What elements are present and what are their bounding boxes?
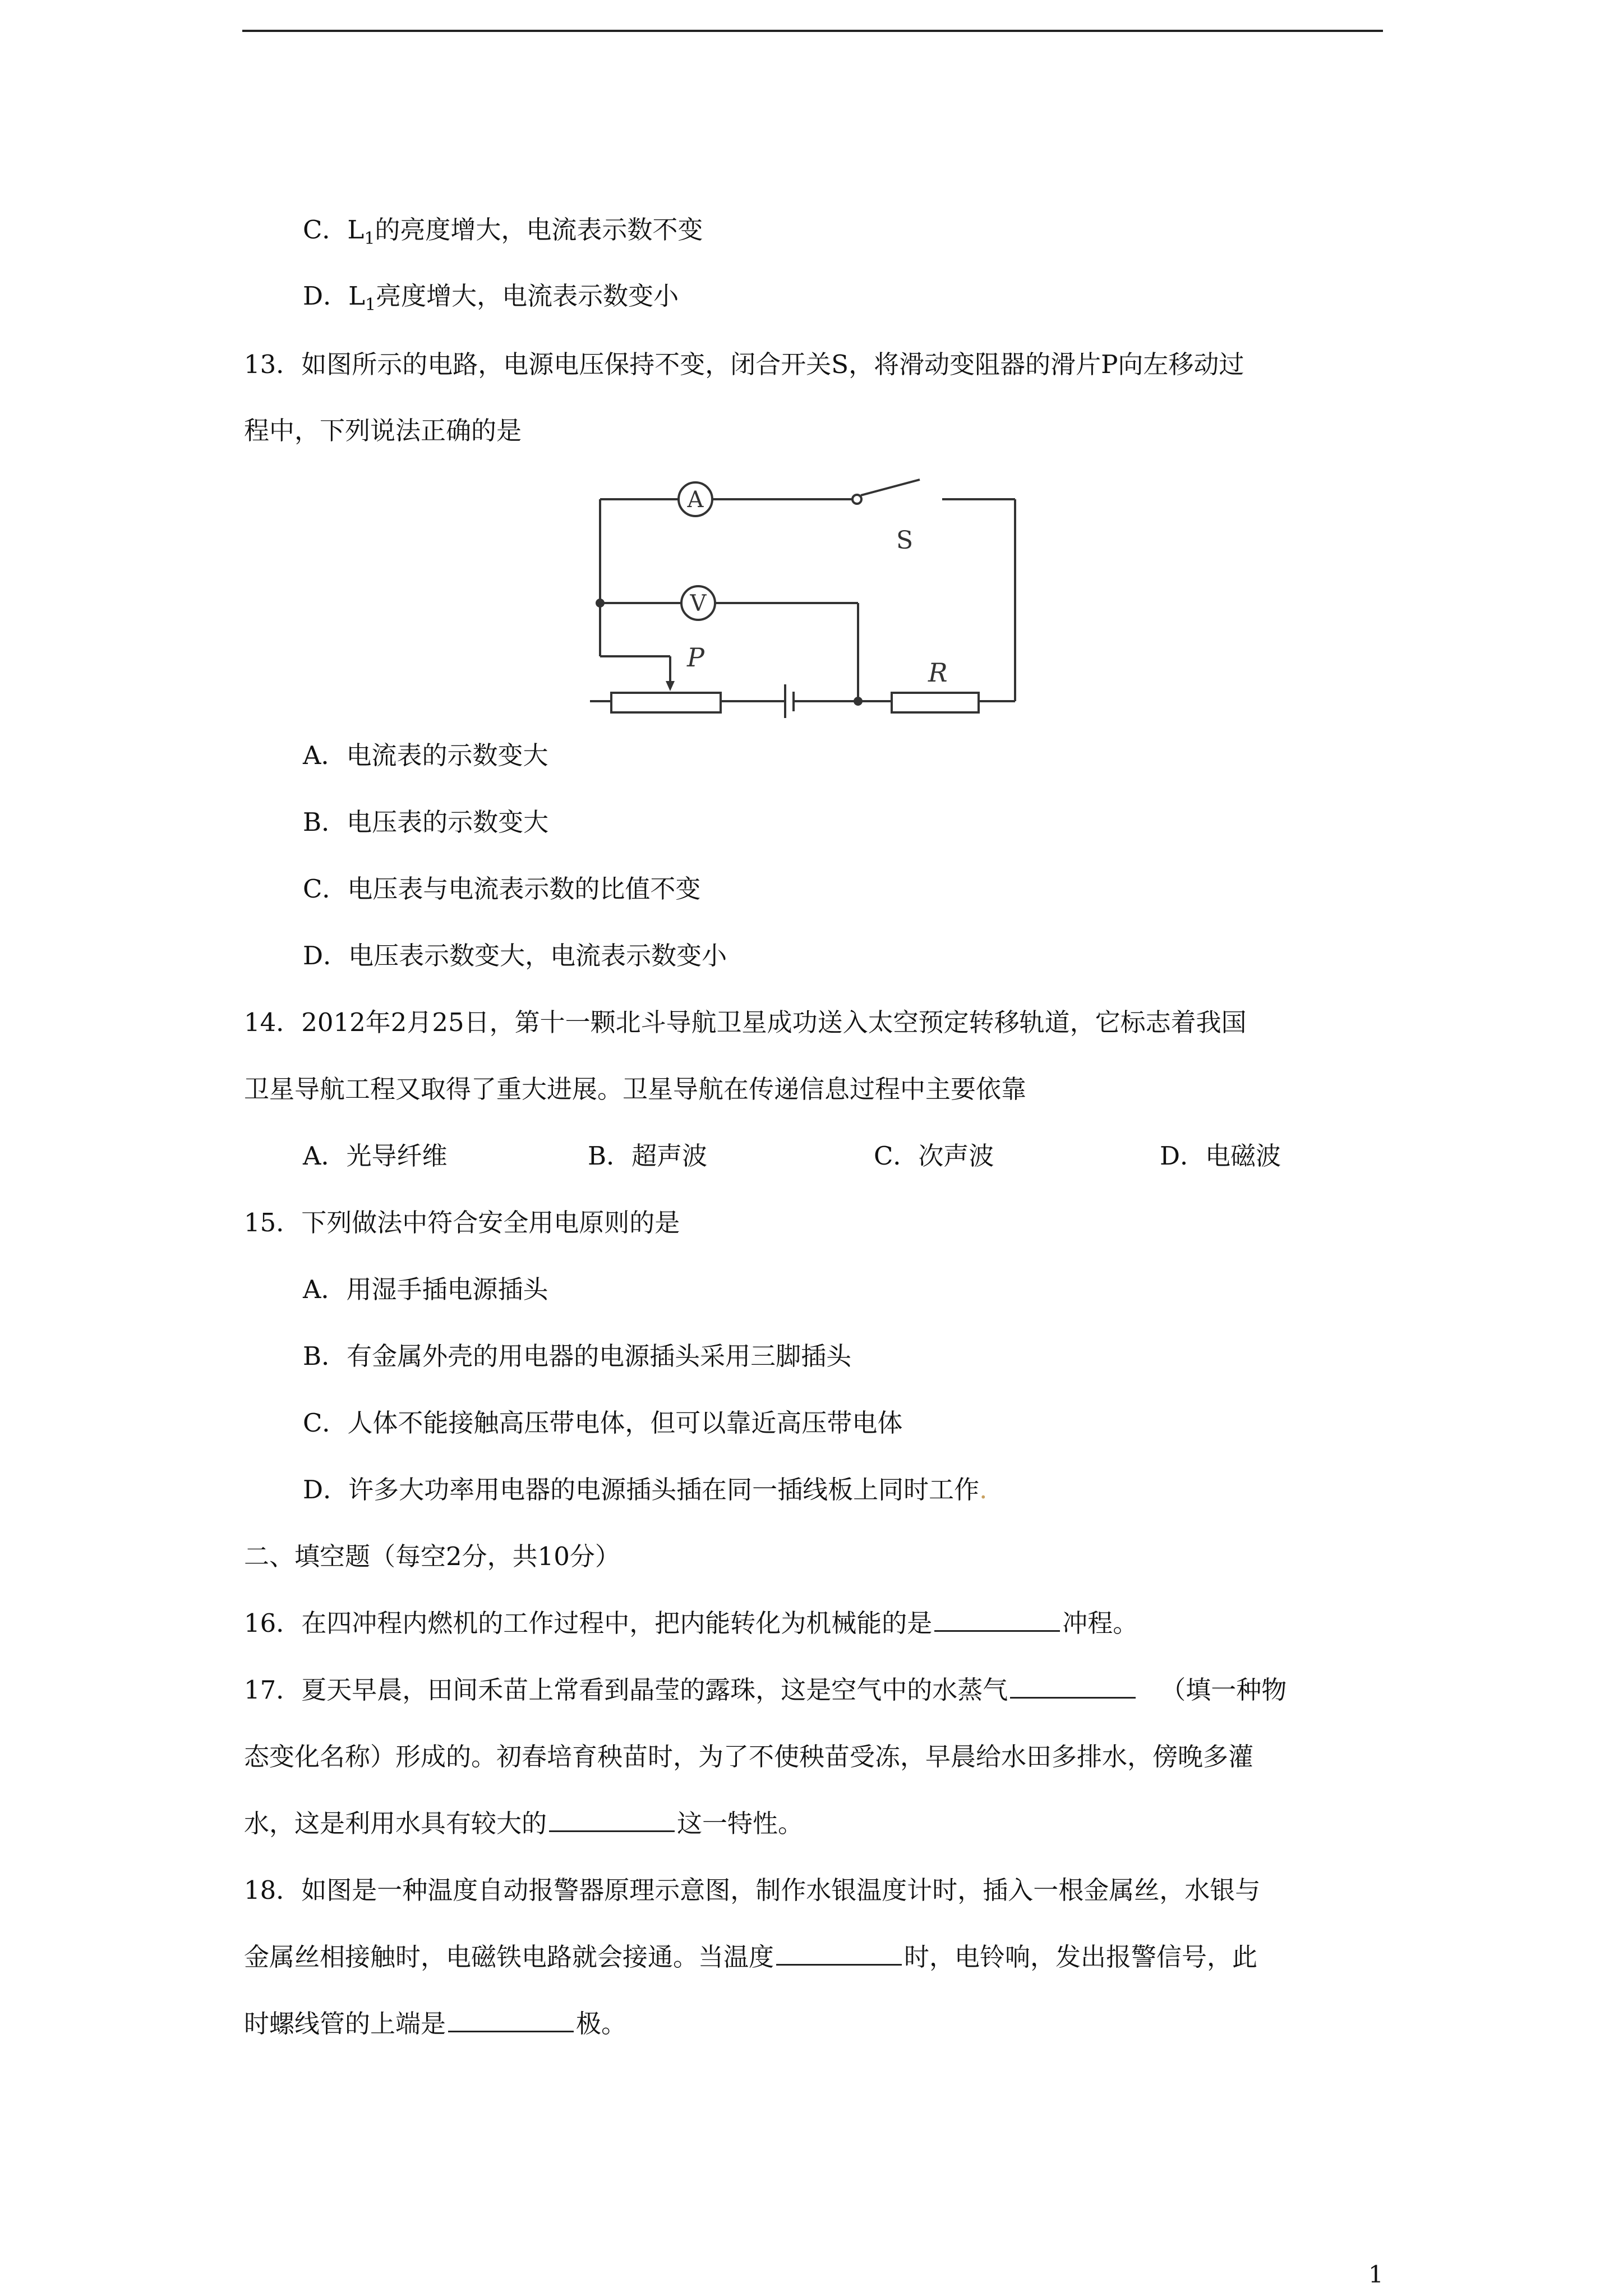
q18-stem-line3: 时螺线管的上端是 极。 [244, 2009, 627, 2039]
q17-answer-blank-2 [549, 1808, 675, 1832]
q17-answer-blank-1 [1010, 1674, 1136, 1699]
q15-option-c: C．人体不能接触高压带电体，但可以靠近高压带电体 [303, 1408, 903, 1438]
q14-stem-line2: 卫星导航工程又取得了重大进展。卫星导航在传递信息过程中主要依靠 [244, 1074, 1027, 1104]
ammeter-label: A [687, 487, 704, 513]
q18-stem-line2: 金属丝相接触时，电磁铁电路就会接通。当温度 时，电铃响，发出报警信号，此 [244, 1942, 1258, 1972]
q15-option-b: B．有金属外壳的用电器的电源插头采用三脚插头 [303, 1341, 852, 1371]
page-number: 1 [1368, 2261, 1384, 2288]
q12-option-d: D．$L_1$亮度增大，电流表示数变小 [303, 281, 679, 315]
q12-option-c: C．$L_1$的亮度增大，电流表示数不变 [303, 215, 703, 249]
q18-answer-blank-1 [776, 1941, 902, 1966]
q17-stem-line1: 17．夏天早晨，田间禾苗上常看到晶莹的露珠，这是空气中的水蒸气 （填一种物 [244, 1675, 1287, 1705]
q14-stem-line1: 14．2012年2月25日，第十一颗北斗导航卫星成功送入太空预定转移轨道，它标志着我国 [244, 1007, 1247, 1037]
q17-stem-line2: 态变化名称）形成的。初春培育秧苗时，为了不使秧苗受冻，早晨给水田多排水，傍晚多灌 [244, 1742, 1254, 1772]
q15-option-a: A．用湿手插电源插头 [303, 1274, 548, 1304]
switch-label: S [896, 526, 914, 555]
q14-option-c: C．次声波 [874, 1141, 994, 1171]
q13-circuit-diagram [583, 477, 1032, 729]
q13-option-a: A．电流表的示数变大 [303, 740, 548, 770]
q15-stem: 15．下列做法中符合安全用电原则的是 [244, 1208, 680, 1237]
q13-option-c: C．电压表与电流表示数的比值不变 [303, 874, 701, 904]
section-title: 二、填空题（每空2分，共10分） [244, 1542, 620, 1571]
q16-stem: 16．在四冲程内燃机的工作过程中，把内能转化为机械能的是 冲程。 [244, 1608, 1138, 1638]
voltmeter-label: V [690, 591, 707, 616]
q14-option-a: A．光导纤维 [303, 1141, 448, 1171]
resistor-label: R [928, 657, 948, 688]
q14-option-d: D．电磁波 [1160, 1141, 1281, 1171]
q18-answer-blank-2 [448, 2008, 574, 2032]
rheostat-label: P [687, 642, 704, 673]
q13-option-b: B．电压表的示数变大 [303, 807, 549, 837]
header-rule [242, 30, 1383, 32]
q14-option-b: B．超声波 [588, 1141, 708, 1171]
q18-stem-line1: 18．如图是一种温度自动报警器原理示意图，制作水银温度计时，插入一根金属丝，水银与 [244, 1875, 1261, 1905]
q13-option-d: D．电压表示数变大，电流表示数变小 [303, 941, 727, 970]
q17-stem-line3: 水，这是利用水具有较大的 这一特性。 [244, 1809, 804, 1838]
q13-stem-line1: 13．如图所示的电路，电源电压保持不变，闭合开关S，将滑动变阻器的滑片P向左移动过 [244, 349, 1244, 379]
q15-option-d: D．许多大功率用电器的电源插头插在同一插线板上同时工作. [303, 1475, 988, 1504]
q13-stem-line2: 程中，下列说法正确的是 [244, 416, 522, 445]
q16-answer-blank [934, 1608, 1060, 1632]
